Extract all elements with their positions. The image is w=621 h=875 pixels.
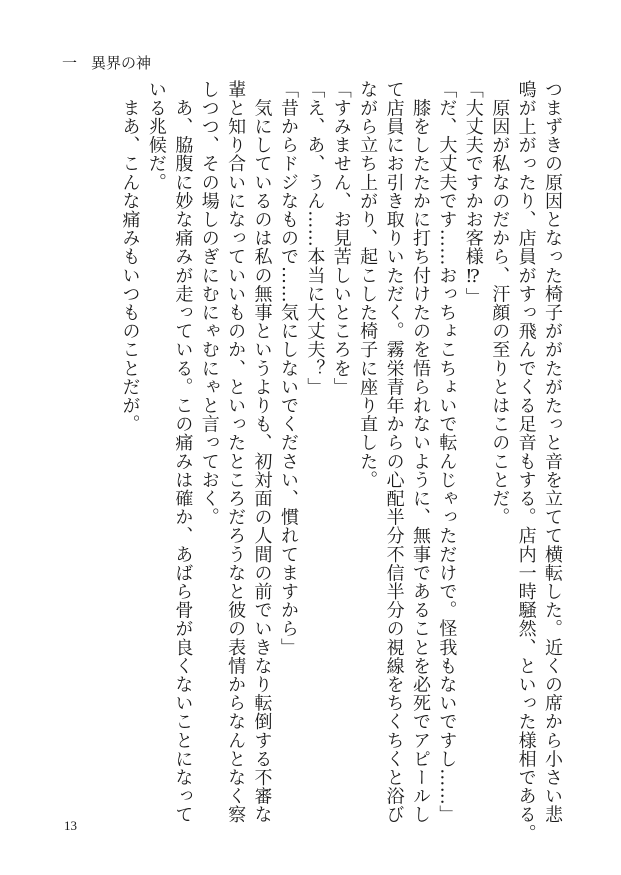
text-line: て店員にお引き取りいただく。霧栄青年からの心配半分不信半分の視線をちくちくと浴び bbox=[383, 80, 405, 824]
text-line: 「え、あ、うん……本当に大丈夫？」 bbox=[304, 80, 326, 397]
text-line: 気にしているのは私の無事というよりも、初対面の人間の前でいきなり転倒する不審な bbox=[251, 80, 273, 824]
text-line: 鳴が上がったり、店員がすっ飛んでくる足音もする。店内一時騒然、といった様相である。 bbox=[515, 80, 537, 843]
text-line: 「だ、大丈夫です……おっちょこちょいで転んじゃっただけで。怪我もないですし……」 bbox=[436, 80, 458, 824]
text-line: ながら立ち上がり、起こした椅子に座り直した。 bbox=[357, 80, 379, 490]
text-line: まあ、こんな痛みもいつものことだが。 bbox=[119, 80, 141, 434]
text-line: 膝をしたたかに打ち付けたのを悟られないように、無事であることを必死でアピールし bbox=[409, 80, 431, 824]
body-text bbox=[116, 80, 565, 843]
text-line: しつつ、その場しのぎにむにゃむにゃと言っておく。 bbox=[198, 80, 220, 527]
text-line: いる兆候だ。 bbox=[145, 80, 167, 192]
text-line: 「昔からドジなもので……気にしないでください、慣れてますから」 bbox=[277, 80, 299, 657]
chapter-title: 異界の神 bbox=[91, 54, 152, 72]
chapter-number: 一 bbox=[62, 54, 78, 72]
page-number: 13 bbox=[64, 818, 77, 833]
text-line: あ、脇腹に妙な痛みが走っている。この痛みは確か、あばら骨が良くないことになって bbox=[172, 80, 194, 824]
running-header bbox=[62, 52, 151, 73]
text-line: 「すみません、お見苦しいところを」 bbox=[330, 80, 352, 397]
text-line: 輩と知り合いになっていいものか、といったところだろうなと彼の表情からなんとなく察 bbox=[225, 80, 247, 824]
text-line: 原因が私なのだから、汗顔の至りとはこのことだ。 bbox=[489, 80, 511, 527]
text-line: 「大丈夫ですかお客様⁉」 bbox=[462, 80, 484, 307]
text-line: つまずきの原因となった椅子ががたがたっと音を立てて横転した。近くの席から小さい悲 bbox=[542, 80, 563, 824]
